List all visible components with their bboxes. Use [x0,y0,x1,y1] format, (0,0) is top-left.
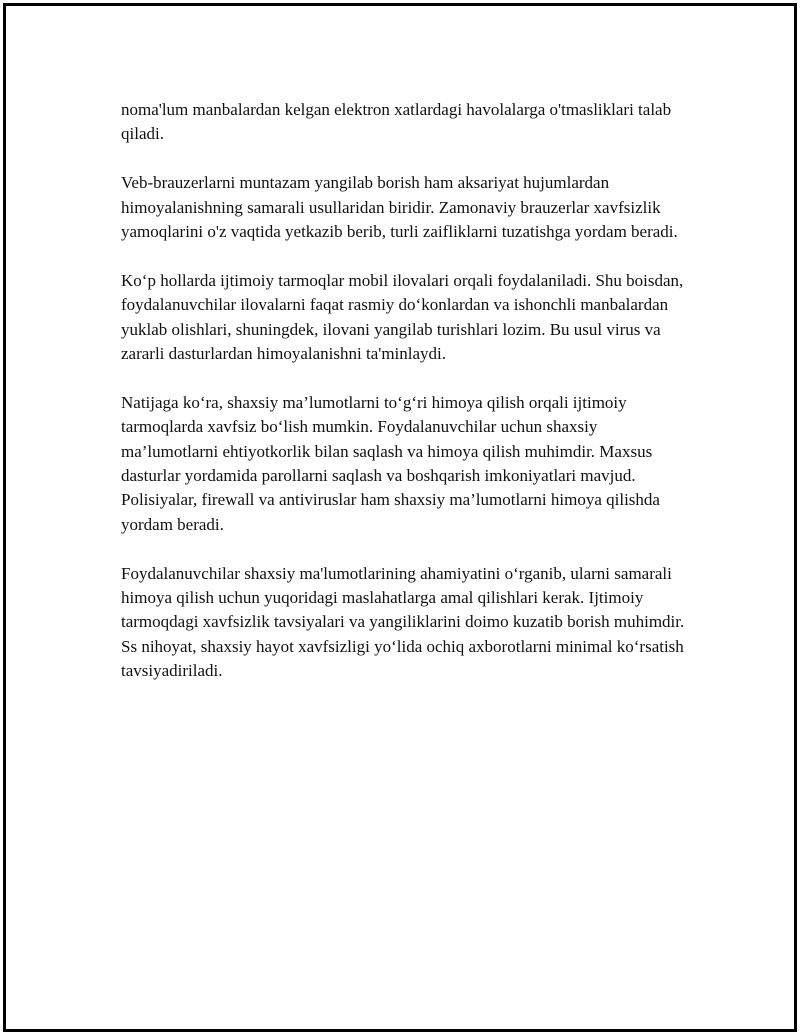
paragraph-4: Natijaga ko‘ra, shaxsiy ma’lumotlarni to‘g‘ri himoya qilish orqali ijtimoiy tarmoqlarda xavfsiz bo‘lish mumkin. Foydalanuvchilar uchun shaxsiy ma’lumotlarni ehtiyotkorlik bilan saqlash va himoya qilish muhimdir. Maxsus dasturlar yordamida parollarni saqlash va boshqarish imkoniyatlari mavjud. Polisiyalar, firewall va antiviruslar ham shaxsiy ma’lumotlarni himoya qilishda yordam beradi. [121,392,660,534]
paragraph-3: Ko‘p hollarda ijtimoiy tarmoqlar mobil ilovalari orqali foydalaniladi. Shu boisdan, foydalanuvchilar ilovalarni faqat rasmiy do‘konlardan va ishonchli manbalardan yuklab olishlari, shuningdek, ilovani yangilab turishlari lozim. Bu usul virus va zararli dasturlardan himoyalanishni ta'minlaydi. [121,270,684,364]
page-frame [3,3,797,1032]
paragraph-1: noma'lum manbalardan kelgan elektron xatlardagi havolalarga o'tmasliklari talab qiladi. [121,100,672,144]
document-body [121,98,696,708]
paragraph-5: Foydalanuvchilar shaxsiy ma'lumotlarining ahamiyatini o‘rganib, ularni samarali himoya qilish uchun yuqoridagi maslahatlarga amal qilishlari kerak. Ijtimoiy tarmoqdagi xavfsizlik tavsiyalari va yangiliklarini doimo kuzatib borish muhimdir. Ss nihoyat, shaxsiy hayot xavfsizligi yo‘lida ochiq axborotlarni minimal ko‘rsatish tavsiyadiriladi. [121,563,685,681]
paragraph-2: Veb-brauzerlarni muntazam yangilab borish ham aksariyat hujumlardan himoyalanishning samarali usullaridan biridir. Zamonaviy brauzerlar xavfsizlik yamoqlarini o'z vaqtida yetkazib berib, turli zaifliklarni tuzatishga yordam beradi. [121,173,678,242]
